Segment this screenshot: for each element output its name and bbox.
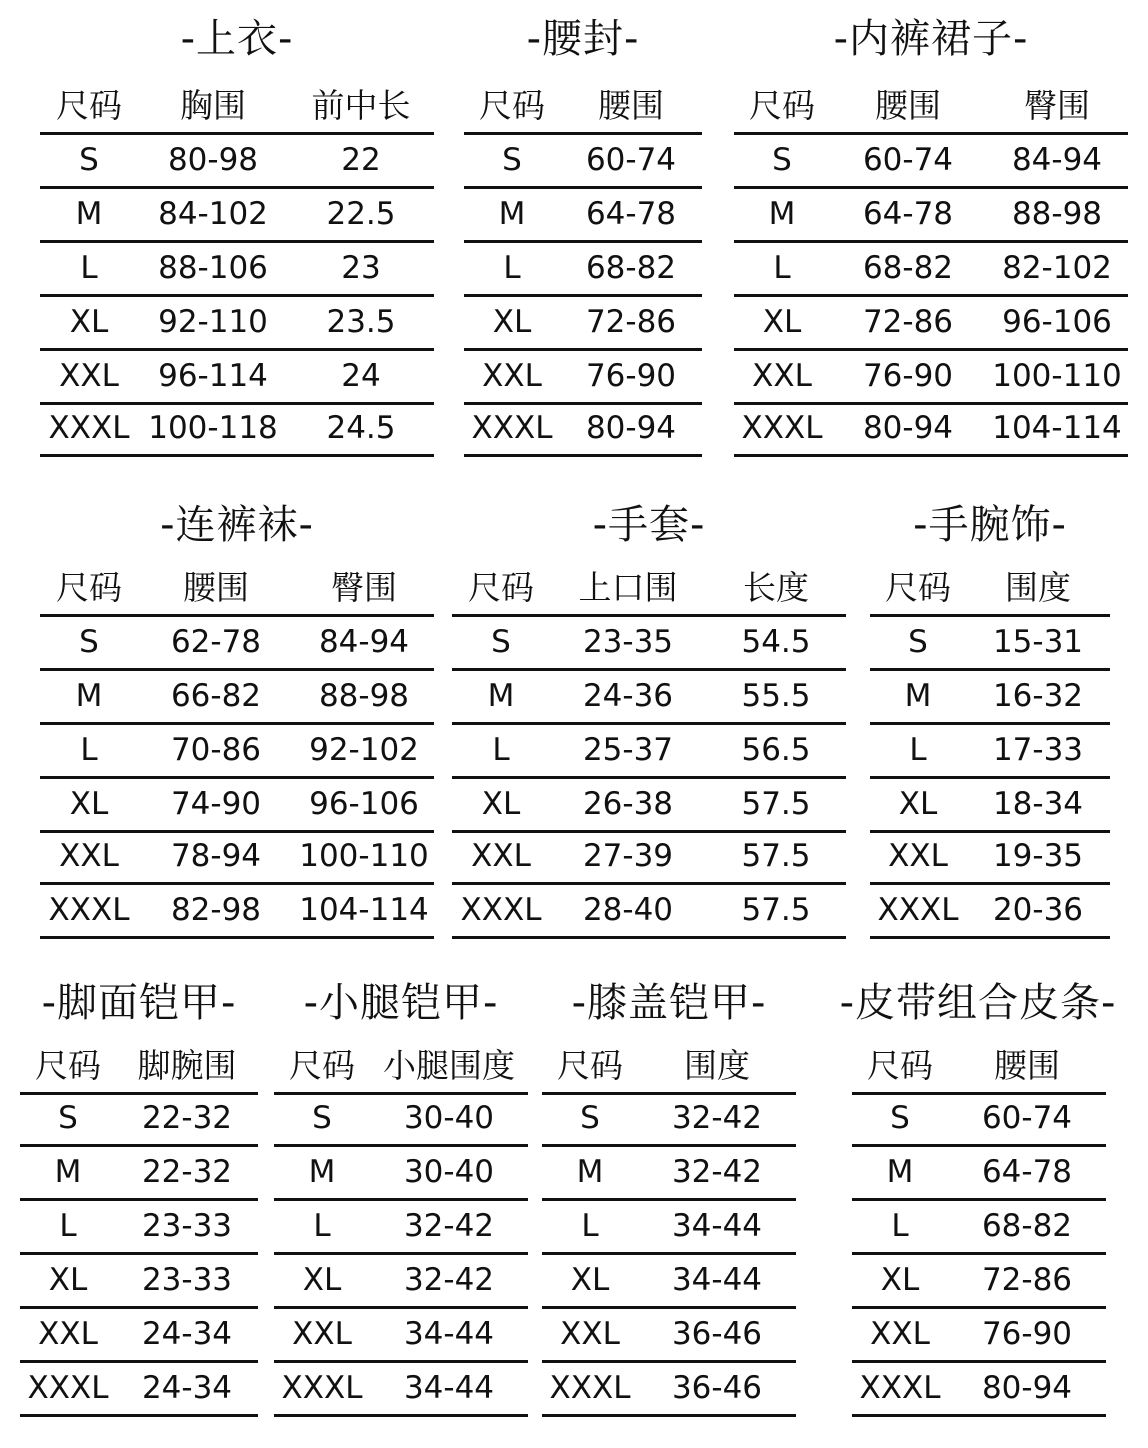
- value-cell: 22-32: [141, 1154, 233, 1190]
- table-title: -脚面铠甲-: [41, 980, 237, 1026]
- table-row: [870, 884, 1110, 939]
- size-cell: XXXL: [549, 1370, 631, 1406]
- value-cell: 80-98: [167, 142, 259, 178]
- table-row: [464, 134, 702, 189]
- value-cell: 34-44: [403, 1370, 495, 1406]
- value-cell: 15-31: [992, 624, 1084, 660]
- value-cell: 84-94: [1011, 142, 1103, 178]
- size-cell: XXXL: [741, 410, 823, 446]
- table-row: [40, 670, 434, 725]
- value-cell: 23: [341, 250, 381, 286]
- table-row: [734, 402, 1128, 457]
- size-cell: L: [80, 250, 98, 286]
- table-row: [20, 1146, 258, 1201]
- value-cell: 60-74: [585, 142, 677, 178]
- table-row: [464, 402, 702, 457]
- size-cell: XXXL: [281, 1370, 363, 1406]
- header-cell: 尺码: [56, 86, 122, 125]
- size-cell: S: [58, 1100, 78, 1136]
- size-cell: XXL: [888, 838, 948, 874]
- size-cell: XXXL: [859, 1370, 941, 1406]
- value-cell: 56.5: [741, 732, 811, 768]
- size-cell: XL: [762, 304, 802, 340]
- header-cell: 尺码: [468, 568, 534, 607]
- table-pantyhose: [40, 490, 434, 940]
- size-cell: L: [503, 250, 521, 286]
- size-cell: L: [581, 1208, 599, 1244]
- table-calf-armor: [274, 968, 528, 1420]
- value-cell: 100-118: [148, 410, 278, 446]
- value-cell: 68-82: [862, 250, 954, 286]
- table-row: [452, 884, 846, 939]
- value-cell: 96-106: [309, 786, 419, 822]
- header-cell: 围度: [1005, 568, 1071, 607]
- table-row: [734, 134, 1128, 189]
- table-belt-strap: [808, 968, 1148, 1420]
- value-cell: 23.5: [326, 304, 396, 340]
- value-cell: 32-42: [403, 1262, 495, 1298]
- header-cell: 尺码: [749, 86, 815, 125]
- table-title: -腰封-: [526, 16, 640, 62]
- table-waist-seal: [464, 4, 702, 454]
- value-cell: 19-35: [992, 838, 1084, 874]
- value-cell: 82-102: [1002, 250, 1112, 286]
- header-cell: 腰围: [598, 86, 664, 125]
- table-row: [274, 1308, 528, 1363]
- table-row: [870, 616, 1110, 671]
- value-cell: 64-78: [585, 196, 677, 232]
- header-cell: 尺码: [479, 86, 545, 125]
- table-row: [40, 188, 434, 243]
- size-cell: XXXL: [471, 410, 553, 446]
- value-cell: 80-94: [981, 1370, 1073, 1406]
- value-cell: 16-32: [992, 678, 1084, 714]
- table-row: [852, 1146, 1106, 1201]
- value-cell: 17-33: [992, 732, 1084, 768]
- header-cell: 腰围: [183, 568, 249, 607]
- size-cell: S: [312, 1100, 332, 1136]
- size-cell: XXL: [38, 1316, 98, 1352]
- table-row: [870, 670, 1110, 725]
- table-title: -皮带组合皮条-: [839, 980, 1117, 1026]
- table-row: [870, 778, 1110, 833]
- header-cell: 长度: [743, 568, 809, 607]
- table-title: -手套-: [592, 502, 706, 548]
- value-cell: 78-94: [170, 838, 262, 874]
- value-cell: 72-86: [585, 304, 677, 340]
- value-cell: 57.5: [741, 838, 811, 874]
- size-cell: L: [59, 1208, 77, 1244]
- value-cell: 22: [341, 142, 381, 178]
- value-cell: 54.5: [741, 624, 811, 660]
- table-row: [274, 1146, 528, 1201]
- value-cell: 66-82: [170, 678, 262, 714]
- size-cell: XXXL: [877, 892, 959, 928]
- size-cell: XL: [69, 786, 109, 822]
- table-row: [20, 1254, 258, 1309]
- size-cell: XL: [570, 1262, 610, 1298]
- value-cell: 24-34: [141, 1316, 233, 1352]
- size-cell: M: [487, 678, 515, 714]
- table-row: [542, 1254, 796, 1309]
- value-cell: 96-106: [1002, 304, 1112, 340]
- table-row: [452, 778, 846, 833]
- size-cell: XL: [48, 1262, 88, 1298]
- value-cell: 24-34: [141, 1370, 233, 1406]
- header-cell: 尺码: [885, 568, 951, 607]
- table-briefs-skirt: [734, 4, 1128, 454]
- size-cell: XL: [898, 786, 938, 822]
- value-cell: 20-36: [992, 892, 1084, 928]
- table-row: [274, 1200, 528, 1255]
- value-cell: 64-78: [862, 196, 954, 232]
- header-cell: 上口围: [578, 568, 678, 607]
- table-row: [464, 350, 702, 405]
- value-cell: 24: [341, 358, 381, 394]
- value-cell: 76-90: [981, 1316, 1073, 1352]
- header-row: [40, 80, 434, 135]
- value-cell: 72-86: [862, 304, 954, 340]
- table-row: [452, 830, 846, 885]
- table-row: [20, 1200, 258, 1255]
- header-cell: 腰围: [994, 1046, 1060, 1085]
- size-cell: M: [498, 196, 526, 232]
- table-wrist-accessory: [870, 490, 1110, 940]
- size-cell: XXL: [482, 358, 542, 394]
- size-cell: M: [904, 678, 932, 714]
- header-cell: 臀围: [331, 568, 397, 607]
- size-cell: S: [491, 624, 511, 660]
- value-cell: 76-90: [862, 358, 954, 394]
- table-row: [464, 296, 702, 351]
- value-cell: 80-94: [585, 410, 677, 446]
- value-cell: 22.5: [326, 196, 396, 232]
- header-cell: 尺码: [289, 1046, 355, 1085]
- size-cell: XXXL: [48, 410, 130, 446]
- table-row: [542, 1362, 796, 1417]
- header-row: [464, 80, 702, 135]
- table-row: [40, 778, 434, 833]
- table-row: [852, 1200, 1106, 1255]
- table-row: [464, 188, 702, 243]
- table-row: [40, 296, 434, 351]
- header-row: [852, 1040, 1106, 1095]
- table-row: [734, 188, 1128, 243]
- size-cell: L: [492, 732, 510, 768]
- size-cell: S: [908, 624, 928, 660]
- table-row: [40, 724, 434, 779]
- value-cell: 24-36: [582, 678, 674, 714]
- size-cell: XXL: [59, 358, 119, 394]
- table-row: [20, 1308, 258, 1363]
- table-gloves: [452, 490, 846, 940]
- value-cell: 36-46: [671, 1370, 763, 1406]
- size-cell: S: [580, 1100, 600, 1136]
- value-cell: 23-33: [141, 1262, 233, 1298]
- table-row: [274, 1092, 528, 1147]
- value-cell: 68-82: [981, 1208, 1073, 1244]
- value-cell: 36-46: [671, 1316, 763, 1352]
- value-cell: 64-78: [981, 1154, 1073, 1190]
- value-cell: 100-110: [299, 838, 429, 874]
- size-cell: XXXL: [460, 892, 542, 928]
- value-cell: 88-98: [1011, 196, 1103, 232]
- table-row: [40, 884, 434, 939]
- header-cell: 尺码: [557, 1046, 623, 1085]
- header-row: [870, 562, 1110, 617]
- header-row: [734, 80, 1128, 135]
- table-row: [734, 242, 1128, 297]
- value-cell: 32-42: [671, 1100, 763, 1136]
- value-cell: 30-40: [403, 1100, 495, 1136]
- table-row: [542, 1092, 796, 1147]
- table-row: [20, 1362, 258, 1417]
- value-cell: 88-98: [318, 678, 410, 714]
- table-row: [464, 242, 702, 297]
- header-cell: 尺码: [867, 1046, 933, 1085]
- value-cell: 76-90: [585, 358, 677, 394]
- header-row: [40, 562, 434, 617]
- header-row: [452, 562, 846, 617]
- size-cell: L: [773, 250, 791, 286]
- value-cell: 22-32: [141, 1100, 233, 1136]
- value-cell: 34-44: [403, 1316, 495, 1352]
- table-row: [734, 296, 1128, 351]
- value-cell: 68-82: [585, 250, 677, 286]
- value-cell: 28-40: [582, 892, 674, 928]
- size-cell: S: [502, 142, 522, 178]
- table-knee-armor: [542, 968, 796, 1420]
- value-cell: 57.5: [741, 892, 811, 928]
- table-row: [40, 350, 434, 405]
- table-row: [734, 350, 1128, 405]
- value-cell: 60-74: [981, 1100, 1073, 1136]
- table-row: [40, 242, 434, 297]
- value-cell: 82-98: [170, 892, 262, 928]
- value-cell: 60-74: [862, 142, 954, 178]
- value-cell: 23-35: [582, 624, 674, 660]
- table-row: [452, 616, 846, 671]
- size-cell: XL: [481, 786, 521, 822]
- size-cell: M: [308, 1154, 336, 1190]
- size-cell: S: [79, 624, 99, 660]
- value-cell: 32-42: [671, 1154, 763, 1190]
- table-row: [870, 724, 1110, 779]
- value-cell: 32-42: [403, 1208, 495, 1244]
- value-cell: 72-86: [981, 1262, 1073, 1298]
- value-cell: 84-94: [318, 624, 410, 660]
- size-cell: XXL: [752, 358, 812, 394]
- value-cell: 34-44: [671, 1262, 763, 1298]
- size-cell: L: [909, 732, 927, 768]
- value-cell: 80-94: [862, 410, 954, 446]
- table-title: -上衣-: [180, 16, 294, 62]
- value-cell: 92-110: [158, 304, 268, 340]
- value-cell: 34-44: [671, 1208, 763, 1244]
- table-foot-armor: [20, 968, 258, 1420]
- size-cell: XXL: [59, 838, 119, 874]
- value-cell: 96-114: [158, 358, 268, 394]
- table-title: -内裤裙子-: [833, 16, 1029, 62]
- header-row: [542, 1040, 796, 1095]
- size-cell: XL: [492, 304, 532, 340]
- table-title: -手腕饰-: [913, 502, 1067, 548]
- table-title: -膝盖铠甲-: [571, 980, 767, 1026]
- table-row: [40, 830, 434, 885]
- size-cell: XL: [69, 304, 109, 340]
- table-row: [40, 134, 434, 189]
- table-row: [852, 1362, 1106, 1417]
- header-cell: 小腿围度: [383, 1046, 515, 1085]
- size-cell: L: [80, 732, 98, 768]
- table-row: [274, 1362, 528, 1417]
- size-cell: S: [772, 142, 792, 178]
- value-cell: 62-78: [170, 624, 262, 660]
- size-cell: XXL: [560, 1316, 620, 1352]
- value-cell: 26-38: [582, 786, 674, 822]
- size-cell: XXL: [471, 838, 531, 874]
- size-cell: XL: [880, 1262, 920, 1298]
- size-cell: M: [886, 1154, 914, 1190]
- header-cell: 胸围: [180, 86, 246, 125]
- table-row: [452, 724, 846, 779]
- header-cell: 尺码: [35, 1046, 101, 1085]
- table-row: [852, 1092, 1106, 1147]
- size-cell: M: [75, 196, 103, 232]
- header-cell: 腰围: [875, 86, 941, 125]
- value-cell: 27-39: [582, 838, 674, 874]
- header-cell: 臀围: [1024, 86, 1090, 125]
- header-cell: 尺码: [56, 568, 122, 607]
- table-title: -小腿铠甲-: [303, 980, 499, 1026]
- table-row: [542, 1308, 796, 1363]
- value-cell: 23-33: [141, 1208, 233, 1244]
- table-row: [852, 1308, 1106, 1363]
- table-row: [542, 1146, 796, 1201]
- size-cell: M: [54, 1154, 82, 1190]
- size-cell: XXXL: [27, 1370, 109, 1406]
- value-cell: 74-90: [170, 786, 262, 822]
- value-cell: 70-86: [170, 732, 262, 768]
- value-cell: 30-40: [403, 1154, 495, 1190]
- value-cell: 88-106: [158, 250, 268, 286]
- size-cell: L: [891, 1208, 909, 1244]
- table-row: [274, 1254, 528, 1309]
- value-cell: 104-114: [299, 892, 429, 928]
- table-row: [40, 402, 434, 457]
- value-cell: 92-102: [309, 732, 419, 768]
- size-cell: S: [890, 1100, 910, 1136]
- size-cell: M: [768, 196, 796, 232]
- value-cell: 100-110: [992, 358, 1122, 394]
- value-cell: 24.5: [326, 410, 396, 446]
- header-cell: 围度: [684, 1046, 750, 1085]
- size-cell: XXL: [870, 1316, 930, 1352]
- size-cell: L: [313, 1208, 331, 1244]
- size-cell: XXL: [292, 1316, 352, 1352]
- value-cell: 55.5: [741, 678, 811, 714]
- value-cell: 104-114: [992, 410, 1122, 446]
- table-title: -连裤袜-: [160, 502, 314, 548]
- table-row: [40, 616, 434, 671]
- size-cell: M: [576, 1154, 604, 1190]
- size-cell: XL: [302, 1262, 342, 1298]
- value-cell: 57.5: [741, 786, 811, 822]
- header-cell: 脚腕围: [137, 1046, 237, 1085]
- table-tops: [40, 4, 434, 454]
- table-row: [852, 1254, 1106, 1309]
- value-cell: 18-34: [992, 786, 1084, 822]
- size-cell: XXXL: [48, 892, 130, 928]
- header-row: [274, 1040, 528, 1095]
- table-row: [542, 1200, 796, 1255]
- size-cell: S: [79, 142, 99, 178]
- table-row: [20, 1092, 258, 1147]
- header-row: [20, 1040, 258, 1095]
- table-row: [452, 670, 846, 725]
- size-cell: M: [75, 678, 103, 714]
- header-cell: 前中长: [311, 86, 411, 125]
- table-row: [870, 830, 1110, 885]
- value-cell: 25-37: [582, 732, 674, 768]
- value-cell: 84-102: [158, 196, 268, 232]
